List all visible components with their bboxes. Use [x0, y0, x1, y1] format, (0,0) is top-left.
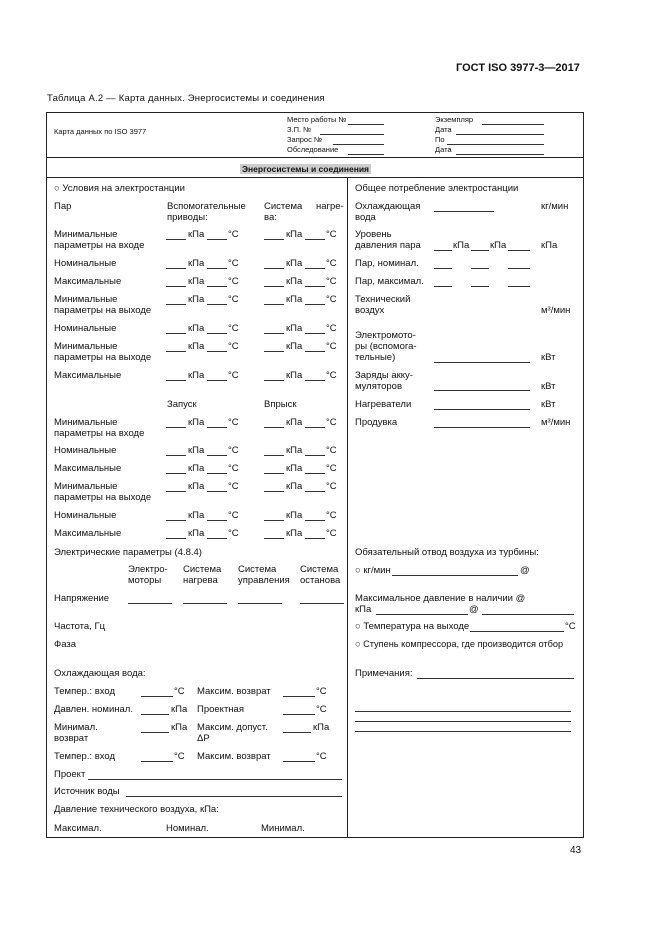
kpa-unit: кПа	[171, 722, 188, 733]
row-label: Минимальные параметры на входе	[54, 417, 145, 439]
press-nominal-field[interactable]	[141, 714, 169, 715]
degc-unit: °С	[316, 686, 327, 697]
start-header: Запуск	[167, 399, 197, 410]
temp-in-field[interactable]	[141, 696, 173, 697]
pressure-field[interactable]	[166, 351, 186, 352]
kpa-unit: кПа	[490, 240, 507, 251]
elec-col-heating: Система нагрева	[183, 564, 222, 586]
kpa-unit: кПа	[286, 229, 303, 240]
kpa-unit: кПа	[286, 510, 303, 521]
temp-field[interactable]	[207, 304, 227, 305]
degc-unit: °С	[228, 258, 239, 269]
kpa-unit: кПа	[188, 445, 205, 456]
degc-unit: °С	[174, 686, 185, 697]
max-allow-field[interactable]	[283, 732, 311, 733]
pressure-field[interactable]	[166, 380, 186, 381]
pressure-field[interactable]	[166, 286, 186, 287]
kpa-unit: кПа	[188, 510, 205, 521]
cooling-water-heading: Охлаждающая вода:	[54, 668, 146, 679]
row-label: Номинальные	[54, 510, 117, 521]
column-divider	[347, 177, 348, 837]
section-title: Энергосистемы и соединения	[242, 164, 370, 174]
degc-unit: °С	[326, 276, 337, 287]
temp-field[interactable]	[207, 455, 227, 456]
degc-unit: °С	[326, 258, 337, 269]
kpa-unit: кПа	[313, 722, 330, 733]
kpa-unit: кПа	[171, 704, 188, 715]
request-field[interactable]	[333, 144, 384, 145]
bleed-heading: Обязательный отвод воздуха из турбины:	[355, 547, 539, 558]
kw-unit: кВт	[541, 399, 556, 410]
at-symbol: @	[520, 565, 530, 576]
kpa-unit: кПа	[286, 341, 303, 352]
temp-field[interactable]	[305, 304, 325, 305]
degc-unit: °С	[326, 528, 337, 539]
electrical-params-heading: Электрические параметры (4.8.4)	[54, 547, 202, 558]
project-label: Проект	[54, 769, 86, 780]
date1-label: Дата	[435, 125, 452, 134]
kpa-unit: кПа	[286, 417, 303, 428]
bleed-kgmin-field[interactable]	[392, 575, 518, 576]
design-field[interactable]	[283, 714, 315, 715]
row-label: Номинальные	[54, 323, 117, 334]
place-label: Место работы №	[287, 115, 347, 124]
kpa-unit: кПа	[188, 229, 205, 240]
pressure-field[interactable]	[166, 455, 186, 456]
notes-line-4[interactable]	[355, 731, 571, 732]
by-label: По	[435, 135, 445, 144]
steam-nominal-field-1[interactable]	[434, 268, 452, 269]
pressure-field[interactable]	[166, 239, 186, 240]
temp-field[interactable]	[207, 538, 227, 539]
injection-header: Впрыск	[264, 399, 297, 410]
kpa-unit: кПа	[541, 240, 558, 251]
pressure-field[interactable]	[264, 351, 284, 352]
degc-unit: °С	[565, 621, 576, 632]
voltage-motors-field[interactable]	[128, 603, 172, 604]
temp-field[interactable]	[305, 351, 325, 352]
card-title: Карта данных по ISO 3977	[54, 127, 147, 136]
temp-field[interactable]	[207, 268, 227, 269]
degc-unit: °С	[326, 323, 337, 334]
pressure-field[interactable]	[264, 268, 284, 269]
aux-drives-header: Вспомогательные приводы:	[167, 201, 246, 223]
battery-field[interactable]	[434, 390, 530, 391]
steam-level-label: Уровень давления пара	[355, 229, 421, 251]
temp-field[interactable]	[207, 520, 227, 521]
row-label: Номинальные	[54, 258, 117, 269]
max-return-label: Максим. возврат	[197, 686, 271, 697]
row-label: Максимальные	[54, 528, 122, 539]
kw-unit: кВт	[541, 352, 556, 363]
pressure-field[interactable]	[264, 304, 284, 305]
conditions-heading: ○ Условия на электростанции	[54, 183, 185, 194]
steam-max-field-3[interactable]	[508, 286, 530, 287]
pressure-field[interactable]	[264, 538, 284, 539]
motors-label: Электромото- ры (вспомога- тельные)	[355, 330, 417, 363]
degc-unit: °С	[228, 370, 239, 381]
degc-unit: °С	[228, 481, 239, 492]
degc-unit: °С	[228, 528, 239, 539]
kpa-unit: кПа	[286, 463, 303, 474]
degc-unit: °С	[228, 323, 239, 334]
voltage-shutdown-field[interactable]	[300, 603, 344, 604]
copy-field[interactable]	[482, 124, 544, 125]
temp-field[interactable]	[207, 351, 227, 352]
degc-unit: °С	[228, 510, 239, 521]
inspection-label: Обследование	[287, 145, 339, 154]
steam-level-field-1[interactable]	[434, 250, 452, 251]
steam-max-field-2[interactable]	[471, 286, 489, 287]
kpa-unit: кПа	[286, 445, 303, 456]
kpa-unit: кПа	[286, 481, 303, 492]
temp-field[interactable]	[305, 333, 325, 334]
pressure-field[interactable]	[166, 268, 186, 269]
water-source-field[interactable]	[126, 796, 342, 797]
temp-field[interactable]	[207, 473, 227, 474]
notes-line-1[interactable]	[417, 678, 574, 679]
kw-unit: кВт	[541, 381, 556, 392]
temp-field[interactable]	[207, 239, 227, 240]
temp-out-label: ○ Температура на выходе	[355, 621, 470, 632]
purge-field[interactable]	[434, 427, 530, 428]
kpa-unit: кПа	[188, 323, 205, 334]
date1-field[interactable]	[456, 134, 544, 135]
steam-label: Пар	[54, 201, 72, 212]
maximal-label: Максимал.	[54, 823, 102, 834]
cooling-water-field[interactable]	[434, 211, 494, 212]
temp-in-label: Темпер.: вход	[54, 686, 116, 697]
compressor-stage-label: ○ Ступень компрессора, где производится отбор	[355, 639, 564, 649]
kpa-unit: кПа	[453, 240, 470, 251]
copy-label: Экземпляр	[435, 115, 474, 124]
degc-unit: °С	[326, 341, 337, 352]
cooling-water-label: Охлаждающая вода	[355, 201, 421, 223]
degc-unit: °С	[326, 229, 337, 240]
pressure-field[interactable]	[264, 473, 284, 474]
temp-field[interactable]	[305, 380, 325, 381]
max-pressure-label: Максимальное давление в наличии @	[355, 593, 526, 604]
max-return-field-2[interactable]	[283, 761, 315, 762]
pressure-field[interactable]	[264, 333, 284, 334]
degc-unit: °С	[316, 751, 327, 762]
temp-field[interactable]	[305, 239, 325, 240]
ref-field[interactable]	[320, 134, 384, 135]
temp-field[interactable]	[207, 286, 227, 287]
pressure-field[interactable]	[264, 380, 284, 381]
temp-field[interactable]	[207, 427, 227, 428]
kpa-unit: кПа	[188, 294, 205, 305]
pressure-field[interactable]	[166, 491, 186, 492]
temp-field[interactable]	[207, 491, 227, 492]
degc-unit: °С	[228, 417, 239, 428]
row-label: Максимальные	[54, 370, 122, 381]
kpa-unit: кПа	[355, 604, 372, 615]
temp-field[interactable]	[305, 427, 325, 428]
purge-label: Продувка	[355, 417, 398, 428]
temp-field[interactable]	[305, 520, 325, 521]
temp-field[interactable]	[305, 538, 325, 539]
pressure-field[interactable]	[264, 239, 284, 240]
temp-field[interactable]	[207, 380, 227, 381]
voltage-control-field[interactable]	[238, 603, 282, 604]
degc-unit: °С	[228, 276, 239, 287]
kpa-unit: кПа	[286, 370, 303, 381]
kpa-unit: кПа	[286, 323, 303, 334]
inspection-field[interactable]	[348, 154, 384, 155]
press-nominal-label: Давлен. номинал.	[54, 704, 133, 715]
degc-unit: °С	[326, 463, 337, 474]
frequency-label: Частота, Гц	[54, 621, 106, 632]
page-number: 43	[570, 845, 582, 856]
tech-air-heading: Давление технического воздуха, кПа:	[54, 804, 219, 815]
steam-nominal-label: Пар, номинал.	[355, 258, 419, 269]
degc-unit: °С	[228, 341, 239, 352]
minimal-label: Минимал.	[261, 823, 305, 834]
temp-in-label-2: Темпер.: вход	[54, 751, 116, 762]
place-field[interactable]	[348, 124, 384, 125]
voltage-label: Напряжение	[54, 593, 110, 604]
heating-header-1: Система	[264, 201, 303, 212]
kpa-unit: кПа	[188, 417, 205, 428]
elec-col-shutdown: Система останова	[300, 564, 341, 586]
min-return-label: Минимал. возврат	[54, 722, 98, 744]
tech-air-label: Технический воздух	[355, 294, 411, 316]
date2-field[interactable]	[456, 154, 544, 155]
m3min-unit: м³/мин	[541, 417, 571, 428]
notes-label: Примечания:	[355, 668, 413, 679]
kpa-unit: кПа	[286, 276, 303, 287]
temp-field[interactable]	[305, 473, 325, 474]
nominal-label: Номинал.	[166, 823, 209, 834]
steam-nominal-field-2[interactable]	[471, 268, 489, 269]
temp-in-field-2[interactable]	[141, 761, 173, 762]
max-return-label-2: Максим. возврат	[197, 751, 271, 762]
pressure-field[interactable]	[264, 427, 284, 428]
document-code: ГОСТ ISO 3977-3—2017	[456, 62, 580, 74]
section-divider	[46, 177, 584, 178]
table-caption: Таблица А.2 — Карта данных. Энергосистемы и соединения	[47, 93, 325, 104]
degc-unit: °С	[326, 445, 337, 456]
kpa-unit: кПа	[188, 341, 205, 352]
notes-line-2[interactable]	[355, 711, 571, 712]
project-field[interactable]	[88, 779, 342, 780]
kpa-unit: кПа	[188, 276, 205, 287]
m3min-unit: м³/мин	[541, 305, 571, 316]
kpa-unit: кПа	[286, 528, 303, 539]
elec-col-motors: Электро- моторы	[128, 564, 168, 586]
steam-max-field-1[interactable]	[434, 286, 452, 287]
temp-field[interactable]	[305, 286, 325, 287]
kpa-unit: кПа	[188, 258, 205, 269]
kpa-unit: кПа	[188, 481, 205, 492]
date2-label: Дата	[435, 145, 452, 154]
at-symbol: @	[469, 604, 479, 615]
voltage-heating-field[interactable]	[183, 603, 227, 604]
temp-field[interactable]	[305, 491, 325, 492]
pressure-field[interactable]	[166, 473, 186, 474]
degc-unit: °С	[174, 751, 185, 762]
pressure-field[interactable]	[264, 286, 284, 287]
by-field[interactable]	[447, 144, 544, 145]
degc-unit: °С	[316, 704, 327, 715]
max-allow-label: Максим. допуст. ΔP	[197, 722, 268, 744]
degc-unit: °С	[228, 463, 239, 474]
row-label: Минимальные параметры на выходе	[54, 294, 152, 316]
elec-col-control: Система управления	[238, 564, 290, 586]
temp-field[interactable]	[305, 268, 325, 269]
degc-unit: °С	[326, 370, 337, 381]
kpa-unit: кПа	[188, 463, 205, 474]
steam-nominal-field-3[interactable]	[508, 268, 530, 269]
heating-header-3: ва:	[264, 212, 277, 223]
degc-unit: °С	[326, 417, 337, 428]
motors-field[interactable]	[434, 362, 530, 363]
ref-label: З.П. №	[287, 125, 312, 134]
min-return-field[interactable]	[141, 732, 169, 733]
kpa-unit: кПа	[188, 370, 205, 381]
degc-unit: °С	[326, 510, 337, 521]
max-pressure-field-2[interactable]	[482, 614, 574, 615]
header-divider	[46, 157, 584, 158]
kgmin-unit: кг/мин	[541, 201, 569, 212]
kpa-unit: кПа	[188, 528, 205, 539]
steam-max-label: Пар, максимал.	[355, 276, 424, 287]
degc-unit: °С	[228, 294, 239, 305]
bleed-kgmin-label: ○ кг/мин	[355, 565, 391, 576]
water-source-label: Источник воды	[54, 786, 120, 797]
degc-unit: °С	[228, 445, 239, 456]
pressure-field[interactable]	[166, 520, 186, 521]
steam-level-field-3[interactable]	[508, 250, 530, 251]
max-pressure-field[interactable]	[376, 614, 468, 615]
pressure-field[interactable]	[264, 491, 284, 492]
degc-unit: °С	[326, 481, 337, 492]
temp-out-field[interactable]	[470, 631, 564, 632]
row-label: Номинальные	[54, 445, 117, 456]
row-label: Максимальные	[54, 463, 122, 474]
temp-field[interactable]	[305, 455, 325, 456]
row-label: Минимальные параметры на выходе	[54, 341, 152, 363]
row-label: Максимальные	[54, 276, 122, 287]
row-label: Минимальные параметры на входе	[54, 229, 145, 251]
temp-field[interactable]	[207, 333, 227, 334]
kpa-unit: кПа	[286, 258, 303, 269]
pressure-field[interactable]	[166, 538, 186, 539]
request-label: Запрос №	[287, 135, 322, 144]
battery-label: Заряды акку- муляторов	[355, 370, 413, 392]
kpa-unit: кПа	[286, 294, 303, 305]
heaters-field[interactable]	[434, 409, 530, 410]
heaters-label: Нагреватели	[355, 399, 412, 410]
pressure-field[interactable]	[166, 304, 186, 305]
steam-level-field-2[interactable]	[471, 250, 489, 251]
design-label: Проектная	[197, 704, 244, 715]
max-return-field[interactable]	[283, 696, 315, 697]
pressure-field[interactable]	[166, 427, 186, 428]
heating-header-2: нагре-	[316, 201, 344, 212]
total-consumption-heading: Общее потребление электростанции	[355, 183, 519, 194]
pressure-field[interactable]	[166, 333, 186, 334]
pressure-field[interactable]	[264, 455, 284, 456]
notes-line-3[interactable]	[355, 721, 571, 722]
degc-unit: °С	[228, 229, 239, 240]
degc-unit: °С	[326, 294, 337, 305]
row-label: Минимальные параметры на выходе	[54, 481, 152, 503]
pressure-field[interactable]	[264, 520, 284, 521]
phase-label: Фаза	[54, 639, 77, 650]
